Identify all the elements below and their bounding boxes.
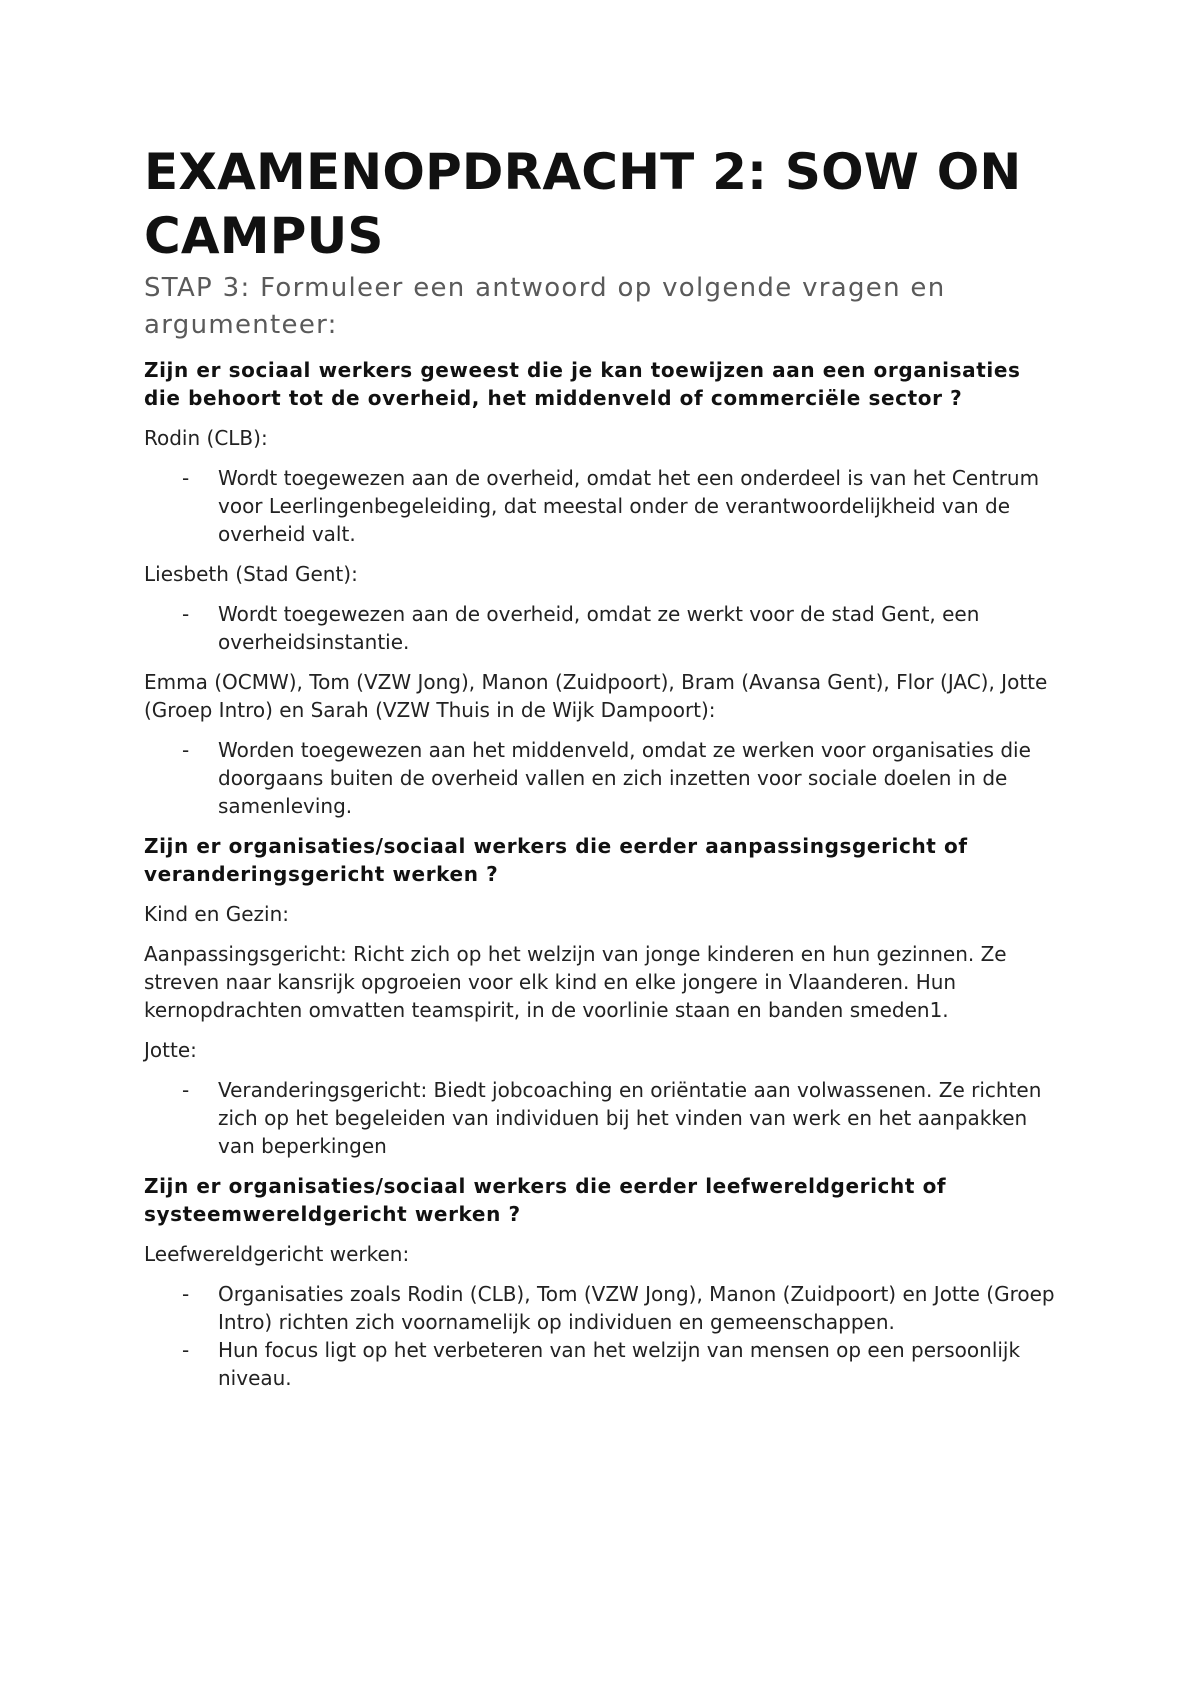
list-item: - Hun focus ligt op het verbeteren van het welzijn van mensen op een persoonlijk niveau. [144, 1336, 1064, 1392]
leefwereld-list [144, 1280, 1064, 1392]
group-list [144, 736, 1064, 820]
list-item: - Worden toegewezen aan het middenveld, omdat ze werken voor organisaties die doorgaans buiten de overheid vallen en zich inzetten voor sociale doelen in de samenleving. [144, 736, 1064, 820]
page-subtitle: STAP 3: Formuleer een antwoord op volgende vragen en argumenteer: [144, 273, 946, 340]
leefwereld-label: Leefwereldgericht werken: [144, 1242, 410, 1266]
list-item: - Wordt toegewezen aan de overheid, omdat het een onderdeel is van het Centrum voor Leerlingenbegeleiding, dat meestal onder de verantwoordelijkheid van de overheid valt. [144, 464, 1064, 548]
rodin-label: Rodin (CLB): [144, 426, 268, 450]
jotte-list [144, 1076, 1064, 1160]
document-page [144, 140, 1064, 1392]
liesbeth-label: Liesbeth (Stad Gent): [144, 562, 358, 586]
kind-en-gezin-label: Kind en Gezin: [144, 902, 290, 926]
rodin-list [144, 464, 1064, 548]
liesbeth-list [144, 600, 1064, 656]
kind-en-gezin-text: Aanpassingsgericht: Richt zich op het welzijn van jonge kinderen en hun gezinnen. Ze streven naar kansrijk opgroeien voor elk kind en elke jongere in Vlaanderen. Hun kernopdrachten omvatten teamspirit, in de voorlinie staan en banden smeden1. [144, 942, 1007, 1022]
page-title: EXAMENOPDRACHT 2: SOW ON CAMPUS [144, 143, 1022, 265]
group-label: Emma (OCMW), Tom (VZW Jong), Manon (Zuidpoort), Bram (Avansa Gent), Flor (JAC), Jotte (Groep Intro) en Sarah (VZW Thuis in de Wijk Dampoort): [144, 670, 1048, 722]
list-item: - Veranderingsgericht: Biedt jobcoaching en oriëntatie aan volwassenen. Ze richten zich op het begeleiden van individuen bij het vinden van werk en het aanpakken van beperkingen [144, 1076, 1064, 1160]
question-3: Zijn er organisaties/sociaal werkers die eerder leefwereldgericht of systeemwereldgericht werken ? [144, 1174, 947, 1226]
question-1: Zijn er sociaal werkers geweest die je kan toewijzen aan een organisaties die behoort tot de overheid, het middenveld of commerciële sector ? [144, 358, 1021, 410]
question-2: Zijn er organisaties/sociaal werkers die eerder aanpassingsgericht of veranderingsgericht werken ? [144, 834, 968, 886]
list-item: - Wordt toegewezen aan de overheid, omdat ze werkt voor de stad Gent, een overheidsinstantie. [144, 600, 1064, 656]
list-item: - Organisaties zoals Rodin (CLB), Tom (VZW Jong), Manon (Zuidpoort) en Jotte (Groep Intro) richten zich voornamelijk op individuen en gemeenschappen. [144, 1280, 1064, 1336]
jotte-label: Jotte: [144, 1038, 197, 1062]
